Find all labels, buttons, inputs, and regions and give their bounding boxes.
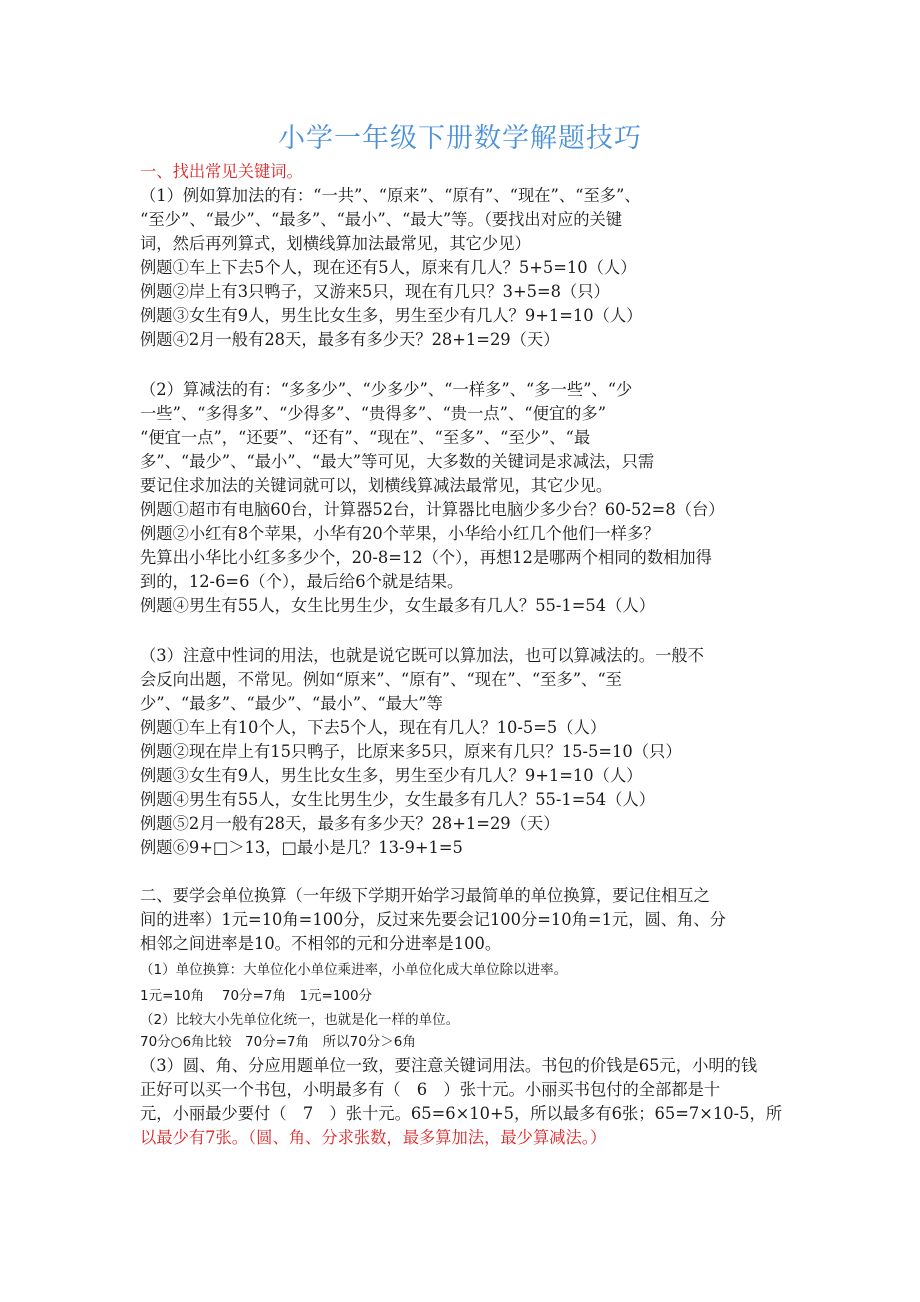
text-line: 先算出小华比小红多多少个，20-8=12（个），再想12是哪两个相同的数相加得 [140, 548, 712, 567]
section-heading: 二、要学会单位换算（一年级下学期开始学习最简单的单位换算，要记住相互之 [140, 886, 710, 905]
text-line: （2）算减法的有：“多多少”、“少多少”、“一样多”、“多一些”、“少 [140, 380, 633, 399]
example-line: 例题②小红有8个苹果，小华有20个苹果，小华给小红几个他们一样多？ [140, 524, 660, 543]
example-line: 例题①车上有10个人，下去5个人，现在有几人？10-5=5（人） [140, 718, 607, 737]
example-line: 例题①车上下去5个人，现在还有5人，原来有几人？5+5=10（人） [140, 258, 637, 277]
text-line: 以最少有7张。（圆、角、分求张数，最多算加法，最少算减法。） [140, 1128, 607, 1147]
text-line: 词，然后再列算式，划横线算加法最常见，其它少见） [140, 234, 531, 253]
page-title: 小学一年级下册数学解题技巧 [278, 123, 642, 154]
text-line: （1）例如算加法的有：“一共”、“原来”、“原有”、“现在”、“至多”、 [140, 186, 641, 205]
section-heading: 一、找出常见关键词。 [140, 162, 303, 181]
text-line: 一些”、“多得多”、“少得多”、“贵得多”、“贵一点”、“便宜的多” [140, 404, 607, 423]
text-line: 1元=10角 70分=7角 1元=100分 [140, 988, 373, 1004]
text-line: （3）圆、角、分应用题单位一致，要注意关键词用法。书包的价钱是65元，小明的钱 [140, 1056, 758, 1075]
text-line: 相邻之间进率是10。不相邻的元和分进率是100。 [140, 934, 502, 953]
text-line: 多”、“最少”、“最小”、“最大”等可见，大多数的关键词是求减法，只需 [140, 452, 655, 471]
text-line: “至少”、“最少”、“最多”、“最小”、“最大”等。（要找出对应的关键 [140, 210, 623, 229]
text-line: 元，小丽最少要付（ 7 ）张十元。65=6×10+5，所以最多有6张；65=7×10-5，所 [140, 1104, 783, 1123]
text-line: “便宜一点”，“还要”、“还有”、“现在”、“至多”、“至少”、“最 [140, 428, 591, 447]
text-line: （2）比较大小先单位化统一，也就是化一样的单位。 [140, 1012, 460, 1028]
text-line: （3）注意中性词的用法，也就是说它既可以算加法，也可以算减法的。一般不 [140, 646, 704, 665]
example-line: 例题④男生有55人，女生比男生少，女生最多有几人？55-1=54（人） [140, 596, 655, 615]
example-line: 例题④2月一般有28天，最多有多少天？28+1=29（天） [140, 330, 560, 349]
text-line: 会反向出题，不常见。例如“原来”、“原有”、“现在”、“至多”、“至 [140, 670, 622, 689]
text-line: 间的进率）1元=10角=100分，反过来先要会记100分=10角=1元，圆、角、分 [140, 910, 726, 929]
example-line: 例题②岸上有3只鸭子，又游来5只，现在有几只？3+5=8（只） [140, 282, 610, 301]
example-line: 例题②现在岸上有15只鸭子，比原来多5只，原来有几只？15-5=10（只） [140, 742, 682, 761]
text-line: 要记住求加法的关键词就可以，划横线算减法最常见，其它少见。 [140, 476, 613, 495]
example-line: 例题⑤2月一般有28天，最多有多少天？28+1=29（天） [140, 814, 560, 833]
text-line: 70分○6角比较 70分=7角 所以70分＞6角 [140, 1034, 416, 1050]
example-line: 例题③女生有9人，男生比女生多，男生至少有几人？9+1=10（人） [140, 766, 643, 785]
text-line: （1）单位换算：大单位化小单位乘进率，小单位化成大单位除以进率。 [140, 962, 568, 978]
example-line: 例题⑥9+□＞13，□最小是几？13-9+1=5 [140, 838, 463, 857]
example-line: 例题③女生有9人，男生比女生多，男生至少有几人？9+1=10（人） [140, 306, 643, 325]
example-line: 例题④男生有55人，女生比男生少，女生最多有几人？55-1=54（人） [140, 790, 655, 809]
text-line: 少”、“最多”、“最少”、“最小”、“最大”等 [140, 694, 443, 713]
text-line: 正好可以买一个书包，小明最多有（ 6 ）张十元。小丽买书包付的全部都是十 [140, 1080, 721, 1099]
example-line: 例题①超市有电脑60台，计算器52台，计算器比电脑少多少台？60-52=8（台） [140, 500, 725, 519]
text-line: 到的，12-6=6（个），最后给6个就是结果。 [140, 572, 464, 591]
